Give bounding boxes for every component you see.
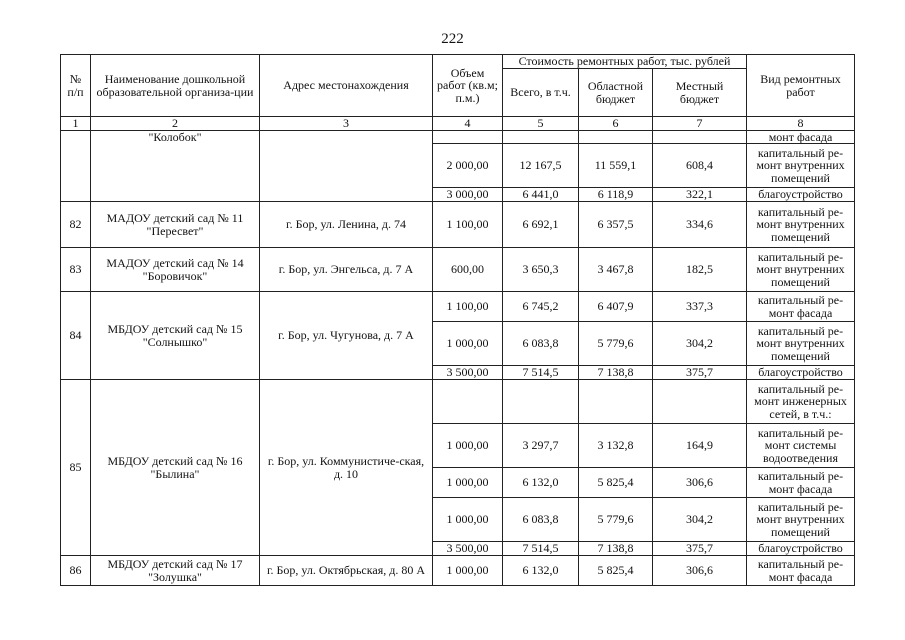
row-volume: 3 500,00 xyxy=(433,366,503,380)
row-total xyxy=(503,380,579,424)
row-work: капитальный ре-монт внутренних помещений xyxy=(747,248,855,292)
col-number: 4 xyxy=(433,117,503,131)
row-regional: 5 779,6 xyxy=(579,498,653,542)
row-name: МБДОУ детский сад № 15 "Солнышко" xyxy=(91,292,260,380)
row-volume: 3 000,00 xyxy=(433,188,503,202)
header-regional: Областной бюджет xyxy=(579,69,653,117)
row-local: 322,1 xyxy=(653,188,747,202)
row-volume: 1 000,00 xyxy=(433,468,503,498)
row-num: 85 xyxy=(61,380,91,556)
row-address: г. Бор, ул. Октябрьская, д. 80 А xyxy=(260,556,433,586)
row-volume: 1 000,00 xyxy=(433,556,503,586)
row-local: 337,3 xyxy=(653,292,747,322)
row-regional xyxy=(579,380,653,424)
header-total: Всего, в т.ч. xyxy=(503,69,579,117)
row-local: 375,7 xyxy=(653,542,747,556)
row-regional: 7 138,8 xyxy=(579,542,653,556)
row-work: благоустройство xyxy=(747,366,855,380)
row-total xyxy=(503,130,579,144)
row-volume: 2 000,00 xyxy=(433,144,503,188)
row-local xyxy=(653,130,747,144)
row-total: 6 441,0 xyxy=(503,188,579,202)
col-number: 5 xyxy=(503,117,579,131)
row-local: 375,7 xyxy=(653,366,747,380)
row-local xyxy=(653,380,747,424)
header-num: № п/п xyxy=(61,55,91,117)
row-regional: 6 407,9 xyxy=(579,292,653,322)
page-number: 222 xyxy=(441,31,464,47)
row-local: 304,2 xyxy=(653,498,747,542)
col-number: 6 xyxy=(579,117,653,131)
row-name: МБДОУ детский сад № 17 "Золушка" xyxy=(91,556,260,586)
row-volume: 1 000,00 xyxy=(433,424,503,468)
row-total: 6 132,0 xyxy=(503,556,579,586)
header-work-type: Вид ремонтных работ xyxy=(747,55,855,117)
row-work: капитальный ре-монт внутренних помещений xyxy=(747,202,855,248)
row-total: 6 745,2 xyxy=(503,292,579,322)
row-name: "Колобок" xyxy=(91,130,260,202)
row-total: 3 650,3 xyxy=(503,248,579,292)
row-work: капитальный ре-монт фасада xyxy=(747,292,855,322)
repair-works-table xyxy=(60,54,855,586)
row-total: 6 132,0 xyxy=(503,468,579,498)
header-address: Адрес местонахождения xyxy=(260,55,433,117)
header-row xyxy=(61,55,855,69)
row-name: МАДОУ детский сад № 14 "Боровичок" xyxy=(91,248,260,292)
row-num: 82 xyxy=(61,202,91,248)
row-regional: 11 559,1 xyxy=(579,144,653,188)
row-local: 182,5 xyxy=(653,248,747,292)
row-work: монт фасада xyxy=(747,130,855,144)
row-total: 7 514,5 xyxy=(503,542,579,556)
row-volume: 1 100,00 xyxy=(433,202,503,248)
row-address: г. Бор, ул. Чугунова, д. 7 А xyxy=(260,292,433,380)
row-regional: 6 357,5 xyxy=(579,202,653,248)
row-regional: 7 138,8 xyxy=(579,366,653,380)
row-work: капитальный ре-монт фасада xyxy=(747,556,855,586)
row-total: 3 297,7 xyxy=(503,424,579,468)
header-name: Наименование дошкольной образовательной организа-ции xyxy=(91,55,260,117)
row-address xyxy=(260,130,433,202)
table-row xyxy=(61,248,855,292)
column-number-row xyxy=(61,117,855,131)
row-work: благоустройство xyxy=(747,188,855,202)
col-number: 7 xyxy=(653,117,747,131)
row-regional: 5 779,6 xyxy=(579,322,653,366)
row-local: 608,4 xyxy=(653,144,747,188)
row-regional: 3 132,8 xyxy=(579,424,653,468)
row-address: г. Бор, ул. Энгельса, д. 7 А xyxy=(260,248,433,292)
row-regional xyxy=(579,130,653,144)
col-number: 2 xyxy=(91,117,260,131)
row-volume xyxy=(433,380,503,424)
row-work: капитальный ре-монт инженерных сетей, в т.ч.: xyxy=(747,380,855,424)
col-number: 8 xyxy=(747,117,855,131)
row-name: МБДОУ детский сад № 16 "Былина" xyxy=(91,380,260,556)
table-row xyxy=(61,380,855,424)
row-regional: 5 825,4 xyxy=(579,468,653,498)
row-volume xyxy=(433,130,503,144)
row-total: 12 167,5 xyxy=(503,144,579,188)
table-row xyxy=(61,130,855,144)
row-num: 83 xyxy=(61,248,91,292)
row-local: 306,6 xyxy=(653,468,747,498)
row-name: МАДОУ детский сад № 11 "Пересвет" xyxy=(91,202,260,248)
row-local: 334,6 xyxy=(653,202,747,248)
row-volume: 600,00 xyxy=(433,248,503,292)
row-work: капитальный ре-монт внутренних помещений xyxy=(747,322,855,366)
row-regional: 6 118,9 xyxy=(579,188,653,202)
row-total: 6 083,8 xyxy=(503,498,579,542)
row-work: капитальный ре-монт внутренних помещений xyxy=(747,144,855,188)
row-volume: 3 500,00 xyxy=(433,542,503,556)
row-num: 84 xyxy=(61,292,91,380)
table-row xyxy=(61,292,855,322)
row-work: благоустройство xyxy=(747,542,855,556)
header-volume: Объем работ (кв.м; п.м.) xyxy=(433,55,503,117)
row-local: 304,2 xyxy=(653,322,747,366)
row-num: 86 xyxy=(61,556,91,586)
header-local: Местный бюджет xyxy=(653,69,747,117)
row-total: 7 514,5 xyxy=(503,366,579,380)
row-total: 6 692,1 xyxy=(503,202,579,248)
row-work: капитальный ре-монт внутренних помещений xyxy=(747,498,855,542)
row-num xyxy=(61,130,91,202)
row-local: 306,6 xyxy=(653,556,747,586)
row-address: г. Бор, ул. Коммунистиче-ская, д. 10 xyxy=(260,380,433,556)
row-volume: 1 000,00 xyxy=(433,322,503,366)
row-work: капитальный ре-монт системы водоотведения xyxy=(747,424,855,468)
table-row xyxy=(61,556,855,586)
row-volume: 1 100,00 xyxy=(433,292,503,322)
col-number: 3 xyxy=(260,117,433,131)
row-address: г. Бор, ул. Ленина, д. 74 xyxy=(260,202,433,248)
table-row xyxy=(61,202,855,248)
row-regional: 5 825,4 xyxy=(579,556,653,586)
header-cost-group: Стоимость ремонтных работ, тыс. рублей xyxy=(503,55,747,69)
col-number: 1 xyxy=(61,117,91,131)
row-regional: 3 467,8 xyxy=(579,248,653,292)
row-local: 164,9 xyxy=(653,424,747,468)
row-work: капитальный ре-монт фасада xyxy=(747,468,855,498)
row-volume: 1 000,00 xyxy=(433,498,503,542)
row-total: 6 083,8 xyxy=(503,322,579,366)
